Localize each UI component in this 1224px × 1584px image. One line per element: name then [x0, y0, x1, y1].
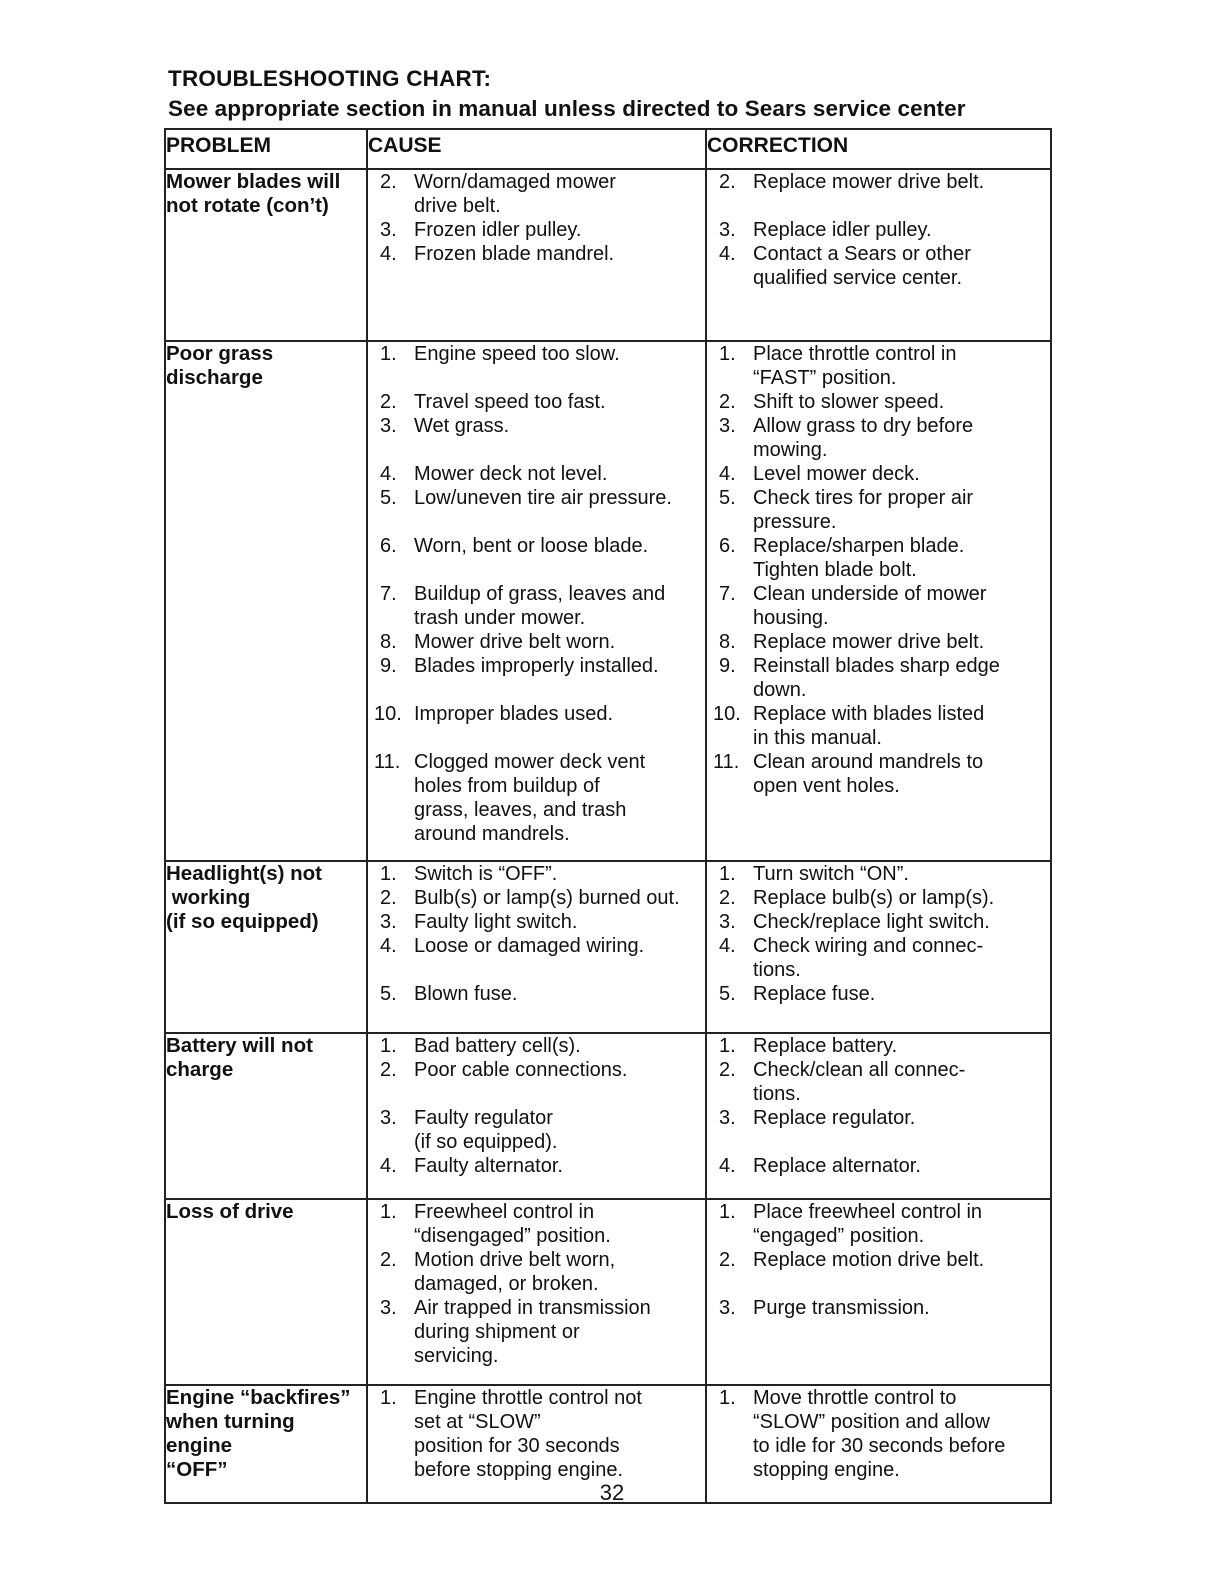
cause-item [368, 1034, 705, 1058]
item-text: Replace regulator. [753, 1107, 916, 1129]
item-text: Frozen idler pulley. [414, 219, 582, 241]
item-text: (if so equipped). [414, 1131, 558, 1153]
item-number: 1. [719, 1035, 736, 1057]
correction-item [707, 1058, 1050, 1106]
item-text: Replace fuse. [753, 983, 876, 1005]
item-text: trash under mower. [414, 607, 586, 629]
correction-item [707, 534, 1050, 582]
correction-item [707, 582, 1050, 630]
cause-item [368, 1386, 705, 1482]
chart-title: TROUBLESHOOTING CHART: [168, 66, 492, 91]
item-text: Check tires for proper air [753, 487, 974, 509]
spacer [368, 958, 705, 982]
spacer [707, 1130, 1050, 1154]
item-number: 1. [380, 1201, 397, 1223]
correction-item [707, 462, 1050, 486]
cause-item [368, 218, 705, 242]
item-number: 2. [719, 391, 736, 413]
item-text: Tighten blade bolt. [753, 559, 917, 581]
item-number: 4. [719, 1155, 736, 1177]
item-text: Replace/sharpen blade. [753, 535, 965, 557]
item-text: “engaged” position. [753, 1225, 925, 1247]
item-number: 9. [719, 655, 736, 677]
item-number: 1. [719, 1201, 736, 1223]
spacer [368, 1082, 705, 1106]
item-text: Bulb(s) or lamp(s) burned out. [414, 887, 680, 909]
item-number: 1. [380, 343, 397, 365]
cause-item [368, 1296, 705, 1368]
correction-item [707, 702, 1050, 750]
item-number: 3. [380, 1297, 397, 1319]
problem-cell [165, 169, 367, 341]
item-text: stopping engine. [753, 1459, 900, 1481]
correction-cell [706, 861, 1051, 1033]
item-text: Freewheel control in [414, 1201, 595, 1223]
item-text: position for 30 seconds [414, 1435, 620, 1457]
item-text: Allow grass to dry before [753, 415, 974, 437]
problem-line: when turning [166, 1410, 295, 1433]
correction-item [707, 1296, 1050, 1320]
item-text: Buildup of grass, leaves and [414, 583, 666, 605]
correction-item [707, 1106, 1050, 1130]
spacer [368, 558, 705, 582]
item-text: Blades improperly installed. [414, 655, 659, 677]
item-text: Worn/damaged mower [414, 171, 616, 193]
table-row [165, 341, 1051, 861]
correction-item [707, 218, 1050, 242]
cause-cell [367, 341, 706, 861]
correction-item [707, 342, 1050, 390]
item-number: 2. [719, 1059, 736, 1081]
item-number: 2. [380, 887, 397, 909]
item-text: Engine speed too slow. [414, 343, 620, 365]
cause-item [368, 934, 705, 958]
item-text: Contact a Sears or other [753, 243, 971, 265]
item-text: pressure. [753, 511, 837, 533]
spacer [368, 438, 705, 462]
item-number: 3. [380, 911, 397, 933]
item-number: 3. [719, 1297, 736, 1319]
cause-cell [367, 1033, 706, 1199]
column-header-cause: CAUSE [367, 129, 706, 169]
item-text: Clean underside of mower [753, 583, 987, 605]
item-text: Wet grass. [414, 415, 510, 437]
chart-subtitle: See appropriate section in manual unless directed to Sears service center [168, 96, 966, 121]
item-number: 2. [380, 1059, 397, 1081]
item-text: around mandrels. [414, 823, 570, 845]
item-number: 1. [380, 863, 397, 885]
item-number: 2. [380, 391, 397, 413]
item-number: 3. [719, 415, 736, 437]
item-number: 6. [380, 535, 397, 557]
item-number: 5. [719, 487, 736, 509]
cause-item [368, 702, 705, 726]
cause-item [368, 886, 705, 910]
item-number: 4. [380, 1155, 397, 1177]
item-text: Replace battery. [753, 1035, 898, 1057]
problem-line: Battery will not [166, 1034, 313, 1057]
item-number: 9. [380, 655, 397, 677]
cause-item [368, 534, 705, 558]
item-text: Check wiring and connec- [753, 935, 984, 957]
item-number: 7. [380, 583, 397, 605]
item-text: servicing. [414, 1345, 499, 1367]
problem-line: charge [166, 1058, 234, 1081]
item-text: Frozen blade mandrel. [414, 243, 615, 265]
problem-line: (if so equipped) [166, 910, 319, 933]
item-number: 3. [719, 1107, 736, 1129]
spacer [707, 1272, 1050, 1296]
problem-line: Mower blades will [166, 170, 341, 193]
item-text: Replace idler pulley. [753, 219, 932, 241]
item-number: 3. [719, 219, 736, 241]
item-number: 4. [380, 243, 397, 265]
cause-item [368, 630, 705, 654]
cause-item [368, 910, 705, 934]
cause-item [368, 862, 705, 886]
correction-item [707, 170, 1050, 194]
item-text: Check/clean all connec- [753, 1059, 966, 1081]
item-number: 2. [719, 887, 736, 909]
correction-cell [706, 169, 1051, 341]
item-text: Engine throttle control not [414, 1387, 642, 1409]
cause-item [368, 582, 705, 630]
correction-item [707, 390, 1050, 414]
item-number: 4. [380, 463, 397, 485]
item-text: Replace bulb(s) or lamp(s). [753, 887, 995, 909]
correction-item [707, 486, 1050, 534]
correction-item [707, 910, 1050, 934]
column-header-correction: CORRECTION [706, 129, 1051, 169]
cause-item [368, 750, 705, 846]
item-text: Clogged mower deck vent [414, 751, 646, 773]
cause-item [368, 390, 705, 414]
item-number: 5. [380, 487, 397, 509]
item-number: 3. [719, 911, 736, 933]
item-text: Replace motion drive belt. [753, 1249, 985, 1271]
item-text: Place throttle control in [753, 343, 957, 365]
item-text: “FAST” position. [753, 367, 897, 389]
item-text: Replace mower drive belt. [753, 631, 985, 653]
item-number: 4. [380, 935, 397, 957]
spacer [368, 726, 705, 750]
problem-cell [165, 341, 367, 861]
item-number: 2. [719, 171, 736, 193]
item-number: 4. [719, 463, 736, 485]
item-text: Check/replace light switch. [753, 911, 990, 933]
item-number: 11. [713, 751, 740, 773]
item-number: 1. [380, 1035, 397, 1057]
item-number: 4. [719, 243, 736, 265]
item-text: Blown fuse. [414, 983, 518, 1005]
correction-item [707, 862, 1050, 886]
item-text: damaged, or broken. [414, 1273, 599, 1295]
problem-cell [165, 1033, 367, 1199]
problem-line: working [166, 886, 251, 909]
item-text: during shipment or [414, 1321, 580, 1343]
item-text: housing. [753, 607, 829, 629]
item-number: 10. [374, 703, 402, 725]
problem-line: Poor grass [166, 342, 274, 365]
cause-item [368, 1154, 705, 1178]
problem-cell [165, 1199, 367, 1385]
item-text: Travel speed too fast. [414, 391, 606, 413]
item-text: Low/uneven tire air pressure. [414, 487, 672, 509]
correction-cell [706, 1033, 1051, 1199]
correction-cell [706, 341, 1051, 861]
cause-item [368, 982, 705, 1006]
item-text: Replace alternator. [753, 1155, 921, 1177]
item-number: 8. [719, 631, 736, 653]
cause-item [368, 1058, 705, 1082]
item-text: “disengaged” position. [414, 1225, 611, 1247]
item-number: 2. [719, 1249, 736, 1271]
item-number: 11. [374, 751, 401, 773]
problem-line: not rotate (con’t) [166, 194, 329, 217]
item-text: Replace with blades listed [753, 703, 985, 725]
spacer [368, 366, 705, 390]
problem-line: discharge [166, 366, 263, 389]
table-row [165, 1199, 1051, 1385]
item-text: to idle for 30 seconds before [753, 1435, 1006, 1457]
cause-item [368, 1200, 705, 1248]
cause-item [368, 1248, 705, 1296]
item-number: 8. [380, 631, 397, 653]
item-text: Faulty alternator. [414, 1155, 563, 1177]
item-text: Replace mower drive belt. [753, 171, 985, 193]
item-text: grass, leaves, and trash [414, 799, 627, 821]
cause-cell [367, 169, 706, 341]
problem-line: Headlight(s) not [166, 862, 323, 885]
item-text: Poor cable connections. [414, 1059, 628, 1081]
item-number: 5. [719, 983, 736, 1005]
item-text: Place freewheel control in [753, 1201, 983, 1223]
header-row [165, 129, 1051, 169]
cause-item [368, 1106, 705, 1154]
item-text: Loose or damaged wiring. [414, 935, 645, 957]
correction-item [707, 1154, 1050, 1178]
item-text: Turn switch “ON”. [753, 863, 909, 885]
spacer [707, 194, 1050, 218]
item-text: Purge transmission. [753, 1297, 930, 1319]
table-row [165, 169, 1051, 341]
item-number: 1. [719, 343, 736, 365]
problem-line: “OFF” [166, 1458, 228, 1481]
item-number: 7. [719, 583, 736, 605]
correction-item [707, 886, 1050, 910]
item-text: Move throttle control to [753, 1387, 957, 1409]
correction-item [707, 982, 1050, 1006]
correction-cell [706, 1199, 1051, 1385]
problem-line: Loss of drive [166, 1200, 294, 1223]
item-text: Level mower deck. [753, 463, 920, 485]
item-number: 6. [719, 535, 736, 557]
item-text: Air trapped in transmission [414, 1297, 651, 1319]
item-number: 3. [380, 415, 397, 437]
item-number: 2. [380, 171, 397, 193]
item-text: down. [753, 679, 807, 701]
correction-item [707, 934, 1050, 982]
correction-item [707, 1248, 1050, 1272]
cause-item [368, 342, 705, 366]
item-text: Worn, bent or loose blade. [414, 535, 649, 557]
item-text: Bad battery cell(s). [414, 1035, 581, 1057]
item-text: Shift to slower speed. [753, 391, 945, 413]
cause-item [368, 486, 705, 510]
item-text: in this manual. [753, 727, 882, 749]
correction-item [707, 1034, 1050, 1058]
item-text: Faulty regulator [414, 1107, 553, 1129]
spacer [368, 510, 705, 534]
item-number: 3. [380, 1107, 397, 1129]
cause-item [368, 654, 705, 678]
item-number: 1. [719, 1387, 736, 1409]
correction-item [707, 414, 1050, 462]
item-text: qualified service center. [753, 267, 963, 289]
item-text: tions. [753, 1083, 801, 1105]
item-number: 10. [713, 703, 741, 725]
correction-item [707, 1200, 1050, 1248]
item-text: Improper blades used. [414, 703, 614, 725]
item-number: 1. [380, 1387, 397, 1409]
item-text: “SLOW” position and allow [753, 1411, 990, 1433]
item-number: 5. [380, 983, 397, 1005]
item-text: tions. [753, 959, 801, 981]
item-text: Mower deck not level. [414, 463, 608, 485]
problem-line: Engine “backfires” [166, 1386, 351, 1409]
correction-item [707, 654, 1050, 702]
item-text: Clean around mandrels to [753, 751, 984, 773]
item-text: mowing. [753, 439, 828, 461]
item-text: open vent holes. [753, 775, 900, 797]
table-row [165, 861, 1051, 1033]
cause-cell [367, 1199, 706, 1385]
problem-line: engine [166, 1434, 233, 1457]
item-text: Reinstall blades sharp edge [753, 655, 1000, 677]
cause-item [368, 462, 705, 486]
item-number: 2. [380, 1249, 397, 1271]
correction-item [707, 750, 1050, 798]
cause-item [368, 170, 705, 218]
table-row [165, 1033, 1051, 1199]
column-header-problem: PROBLEM [165, 129, 367, 169]
page-number: 32 [599, 1480, 625, 1505]
item-text: drive belt. [414, 195, 501, 217]
item-text: set at “SLOW” [414, 1411, 541, 1433]
item-text: Faulty light switch. [414, 911, 578, 933]
item-text: Mower drive belt worn. [414, 631, 616, 653]
cause-item [368, 414, 705, 438]
item-number: 4. [719, 935, 736, 957]
problem-cell [165, 861, 367, 1033]
item-text: Switch is “OFF”. [414, 863, 558, 885]
cause-cell [367, 861, 706, 1033]
correction-item [707, 242, 1050, 290]
troubleshooting-table [164, 128, 1052, 1504]
item-number: 3. [380, 219, 397, 241]
item-text: holes from buildup of [414, 775, 600, 797]
spacer [368, 678, 705, 702]
correction-item [707, 630, 1050, 654]
cause-item [368, 242, 705, 266]
correction-item [707, 1386, 1050, 1482]
item-text: before stopping engine. [414, 1459, 624, 1481]
item-text: Motion drive belt worn, [414, 1249, 616, 1271]
item-number: 1. [719, 863, 736, 885]
